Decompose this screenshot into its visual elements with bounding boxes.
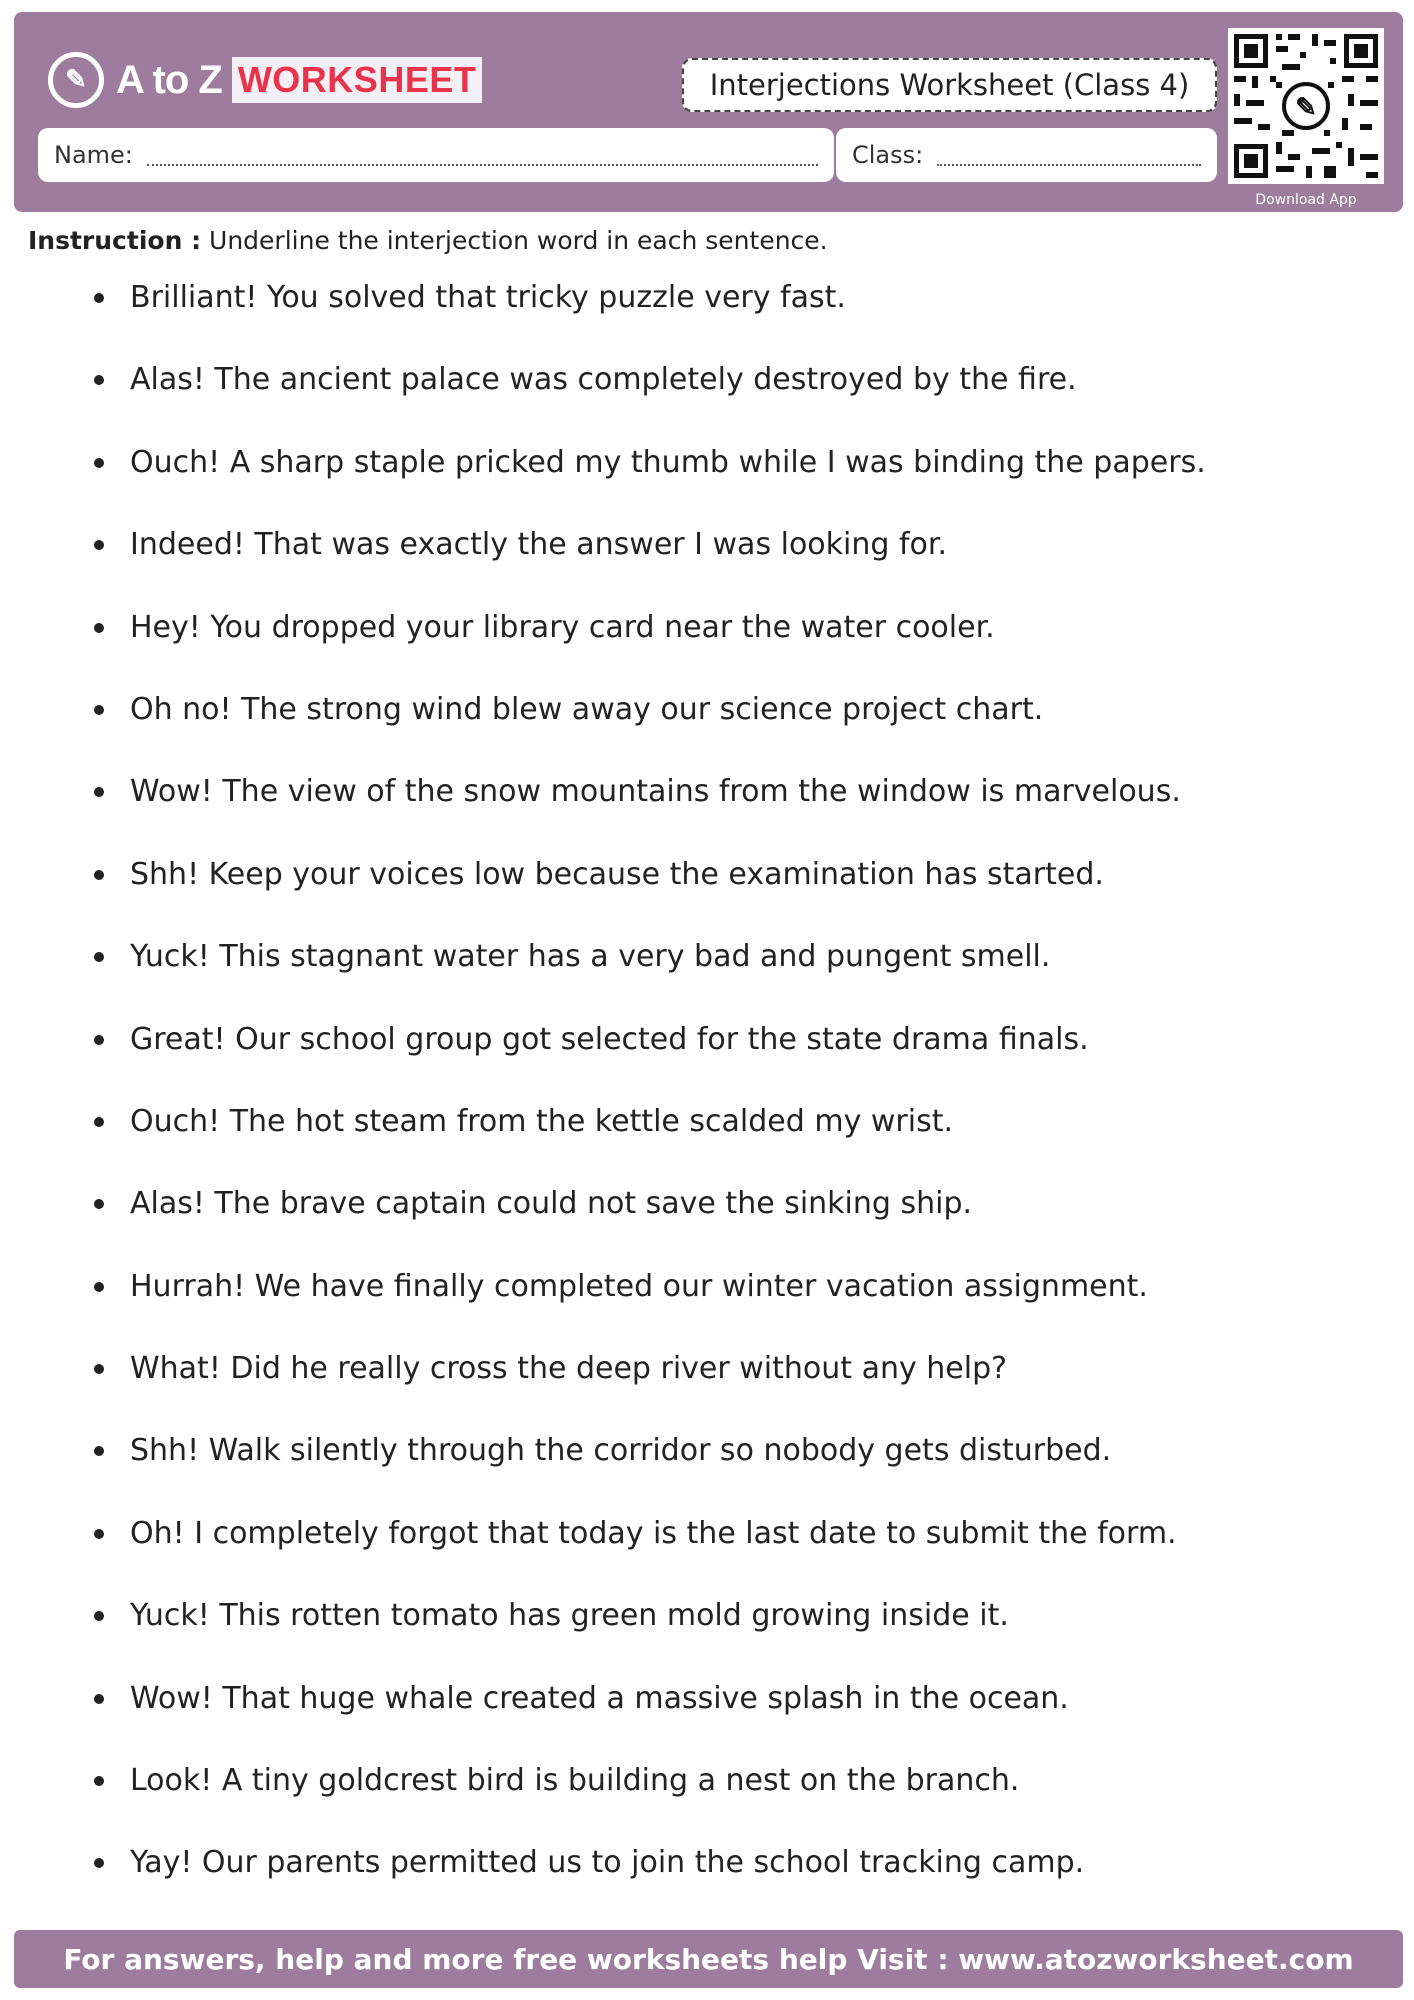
bullet-icon xyxy=(94,1776,104,1786)
sentence-text: Great! Our school group got selected for the state drama finals. xyxy=(130,1021,1089,1057)
sentence-text: Yuck! This rotten tomato has green mold growing inside it. xyxy=(130,1598,1009,1634)
logo-pen-icon: ✎ xyxy=(48,52,104,108)
instruction-label: Instruction : xyxy=(28,226,202,255)
bullet-icon xyxy=(94,787,104,797)
instruction-text: Underline the interjection word in each sentence. xyxy=(209,226,828,255)
bullet-icon xyxy=(94,870,104,880)
name-blank-line xyxy=(147,162,818,166)
sentence-text: Wow! The view of the snow mountains from the window is marvelous. xyxy=(130,774,1181,810)
list-item xyxy=(88,360,1338,442)
list-item xyxy=(88,443,1338,525)
sentence-text: Indeed! That was exactly the answer I was looking for. xyxy=(130,527,947,563)
bullet-icon xyxy=(94,705,104,715)
list-item xyxy=(88,1679,1338,1761)
footer-banner[interactable] xyxy=(14,1930,1403,1988)
list-item xyxy=(88,1349,1338,1431)
list-item xyxy=(88,690,1338,772)
sentence-text: Look! A tiny goldcrest bird is building a nest on the branch. xyxy=(130,1763,1020,1799)
sentence-list xyxy=(88,278,1338,1926)
list-item xyxy=(88,772,1338,854)
bullet-icon xyxy=(94,1035,104,1045)
instruction xyxy=(28,226,828,255)
sentence-text: Brilliant! You solved that tricky puzzle very fast. xyxy=(130,280,846,315)
sentence-text: Wow! That huge whale created a massive splash in the ocean. xyxy=(130,1680,1069,1716)
list-item xyxy=(88,1596,1338,1678)
bullet-icon xyxy=(94,375,104,385)
sentence-text: What! Did he really cross the deep river without any help? xyxy=(130,1351,1008,1387)
bullet-icon xyxy=(94,1858,104,1868)
bullet-icon xyxy=(94,293,104,303)
name-label: Name: xyxy=(54,141,133,169)
worksheet-header xyxy=(14,12,1403,212)
bullet-icon xyxy=(94,1282,104,1292)
sentence-text: Yuck! This stagnant water has a very bad and pungent smell. xyxy=(130,939,1051,975)
bullet-icon xyxy=(94,623,104,633)
name-field[interactable] xyxy=(38,128,834,182)
sentence-text: Oh! I completely forgot that today is the last date to submit the form. xyxy=(130,1515,1177,1551)
logo-text: A to Z xyxy=(116,57,222,102)
worksheet-title: Interjections Worksheet (Class 4) xyxy=(682,58,1217,112)
list-item xyxy=(88,1843,1338,1925)
bullet-icon xyxy=(94,1611,104,1621)
sentence-text: Ouch! The hot steam from the kettle scalded my wrist. xyxy=(130,1103,953,1139)
list-item xyxy=(88,1431,1338,1513)
class-label: Class: xyxy=(852,141,924,169)
bullet-icon xyxy=(94,1694,104,1704)
sentence-text: Shh! Keep your voices low because the examination has started. xyxy=(130,856,1104,892)
bullet-icon xyxy=(94,1117,104,1127)
sentence-text: Alas! The brave captain could not save the sinking ship. xyxy=(130,1186,973,1222)
sentence-text: Oh no! The strong wind blew away our science project chart. xyxy=(130,691,1044,727)
svg-text:✎: ✎ xyxy=(1295,93,1317,123)
bullet-icon xyxy=(94,952,104,962)
list-item xyxy=(88,1020,1338,1102)
list-item xyxy=(88,1184,1338,1266)
bullet-icon xyxy=(94,1199,104,1209)
sentence-text: Hey! You dropped your library card near the water cooler. xyxy=(130,609,995,645)
footer-text: For answers, help and more free worksheets help Visit : www.atozworksheet.com xyxy=(63,1942,1354,1976)
list-item xyxy=(88,1102,1338,1184)
sentence-text: Yay! Our parents permitted us to join the school tracking camp. xyxy=(130,1845,1085,1881)
list-item xyxy=(88,1761,1338,1843)
bullet-icon xyxy=(94,540,104,550)
list-item xyxy=(88,278,1338,360)
class-field[interactable] xyxy=(836,128,1217,182)
sentence-text: Shh! Walk silently through the corridor so nobody gets disturbed. xyxy=(130,1433,1112,1469)
download-app-label[interactable]: Download App xyxy=(1255,192,1357,208)
list-item xyxy=(88,1267,1338,1349)
bullet-icon xyxy=(94,458,104,468)
qr-code-icon[interactable] xyxy=(1228,28,1384,184)
logo-highlight: WORKSHEET xyxy=(232,57,483,103)
list-item xyxy=(88,1514,1338,1596)
list-item xyxy=(88,525,1338,607)
class-blank-line xyxy=(937,162,1201,166)
list-item xyxy=(88,855,1338,937)
bullet-icon xyxy=(94,1364,104,1374)
bullet-icon xyxy=(94,1529,104,1539)
list-item xyxy=(88,608,1338,690)
sentence-text: Ouch! A sharp staple pricked my thumb while I was binding the papers. xyxy=(130,444,1206,480)
sentence-text: Alas! The ancient palace was completely destroyed by the fire. xyxy=(130,362,1077,398)
bullet-icon xyxy=(94,1446,104,1456)
sentence-text: Hurrah! We have finally completed our winter vacation assignment. xyxy=(130,1268,1148,1304)
list-item xyxy=(88,937,1338,1019)
site-logo[interactable] xyxy=(48,48,482,112)
